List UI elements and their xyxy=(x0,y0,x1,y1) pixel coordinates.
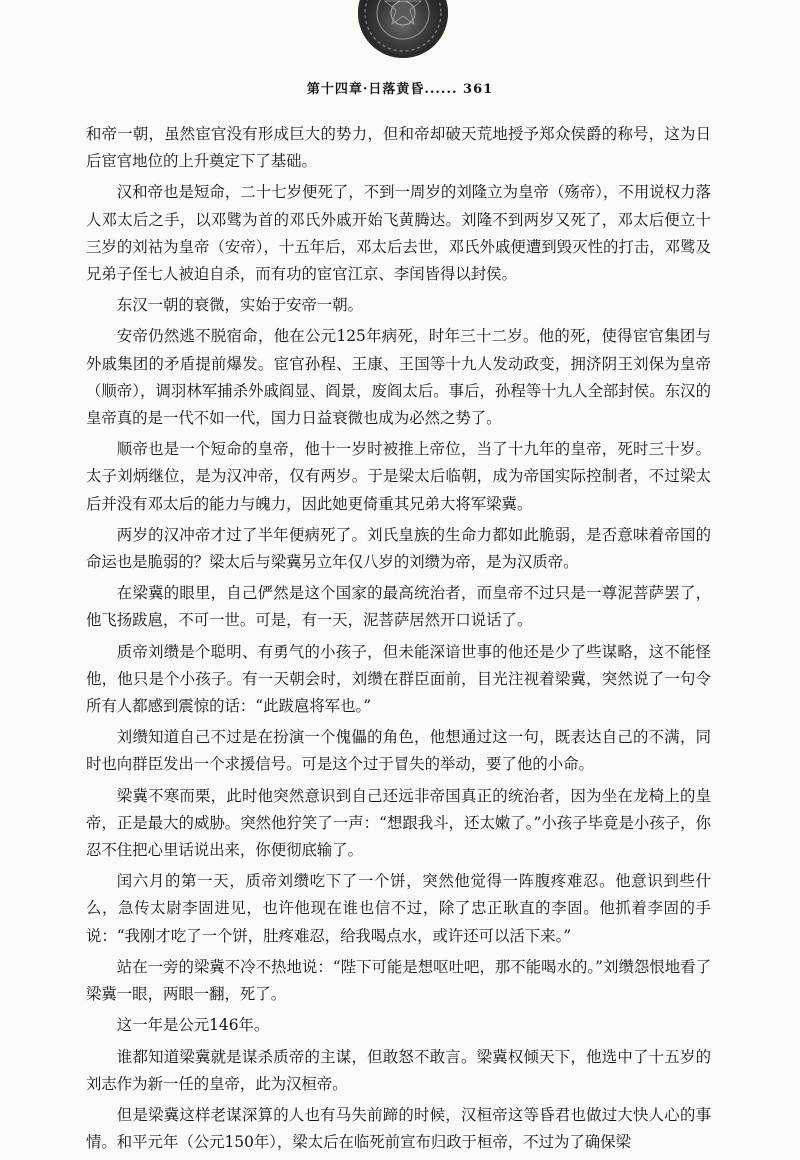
paragraph: 这一年是公元146年。 xyxy=(116,1016,270,1035)
running-head: 第十四章·日落黄昏...... 361 xyxy=(306,82,494,97)
chapter-emblem-image xyxy=(358,0,448,58)
emblem-pattern-icon xyxy=(358,0,448,58)
paragraph: 闰六月的第一天，质帝刘缵吃下了一个饼，突然他觉得一阵腹疼难忍。他意识到些什么，急传太尉李固进见，也许他现在谁也信不过，除了忠正耿直的李固。他抓着李固的手说：“我刚才吃了一个饼，肚疼难忍，给我喝点水，或许还可以活下来。” xyxy=(86,872,711,945)
paragraph: 刘缵知道自己不过是在扮演一个傀儡的角色，他想通过这一句，既表达自己的不满，同时也向群臣发出一个求援信号。可是这个过于冒失的举动，要了他的小命。 xyxy=(86,728,711,774)
body-text xyxy=(86,121,711,1160)
paragraph: 站在一旁的梁冀不冷不热地说：“陛下可能是想呕吐吧，那不能喝水的。”刘缵怨恨地看了梁冀一眼，两眼一翻，死了。 xyxy=(86,957,711,1004)
paragraph: 但是梁冀这样老谋深算的人也有马失前蹄的时候，汉桓帝这等昏君也做过大快人心的事情。和平元年（公元150年），梁太后在临死前宣布归政于桓帝，不过为了确保梁 xyxy=(86,1105,711,1152)
paragraph: 安帝仍然逃不脱宿命，他在公元125年病死，时年三十二岁。他的死，使得宦官集团与外戚集团的矛盾提前爆发。宦官孙程、王康、王国等十九人发动政变，拥济阴王刘保为皇帝（顺帝），调羽林军捕杀外戚阎显、阎景，废阎太后。事后，孙程等十九人全部封侯。东汉的皇帝真的是一代不如一代，国力日益衰微也成为必然之势了。 xyxy=(86,327,711,428)
paragraph: 谁都知道梁冀就是谋杀质帝的主谋，但敢怒不敢言。梁冀权倾天下，他选中了十五岁的刘志作为新一任的皇帝，此为汉桓帝。 xyxy=(86,1047,711,1093)
paragraph: 两岁的汉冲帝才过了半年便病死了。刘氏皇族的生命力都如此脆弱，是否意味着帝国的命运也是脆弱的？梁太后与梁冀另立年仅八岁的刘缵为帝，是为汉质帝。 xyxy=(86,525,711,572)
paragraph: 顺帝也是一个短命的皇帝，他十一岁时被推上帝位，当了十九年的皇帝，死时三十岁。太子刘炳继位，是为汉冲帝，仅有两岁。于是梁太后临朝，成为帝国实际控制者，不过梁太后并没有邓太后的能力与魄力，因此她更倚重其兄弟大将军梁冀。 xyxy=(86,440,711,513)
paragraph: 汉和帝也是短命，二十七岁便死了，不到一周岁的刘隆立为皇帝（殇帝），不用说权力落人邓太后之手，以邓骘为首的邓氏外戚开始飞黄腾达。刘隆不到两岁又死了，邓太后便立十三岁的刘祜为皇帝（安帝），十五年后，邓太后去世，邓氏外戚便遭到毁灭性的打击，邓骘及兄弟子侄七人被迫自杀，而有功的宦官江京、李闰皆得以封侯。 xyxy=(86,183,711,284)
paragraph: 质帝刘缵是个聪明、有勇气的小孩子，但未能深谙世事的他还是少了些谋略，这不能怪他，他只是个小孩子。有一天朝会时，刘缵在群臣面前，目光注视着梁冀，突然说了一句令所有人都感到震惊的话：“此跋扈将军也。” xyxy=(86,642,711,716)
paragraph: 和帝一朝，虽然宦官没有形成巨大的势力，但和帝却破天荒地授予郑众侯爵的称号，这为日后宦官地位的上升奠定下了基础。 xyxy=(86,125,711,171)
paragraph: 东汉一朝的衰微，实始于安帝一朝。 xyxy=(116,296,364,315)
paragraph: 在梁冀的眼里，自己俨然是这个国家的最高统治者，而皇帝不过只是一尊泥菩萨罢了，他飞扬跋扈，不可一世。可是，有一天，泥菩萨居然开口说话了。 xyxy=(86,584,711,630)
paragraph: 梁冀不寒而栗，此时他突然意识到自己还远非帝国真正的统治者，因为坐在龙椅上的皇帝，正是最大的威胁。突然他狞笑了一声：“想跟我斗，还太嫩了。”小孩子毕竟是小孩子，你忍不住把心里话说出来，你便彻底输了。 xyxy=(86,786,711,860)
